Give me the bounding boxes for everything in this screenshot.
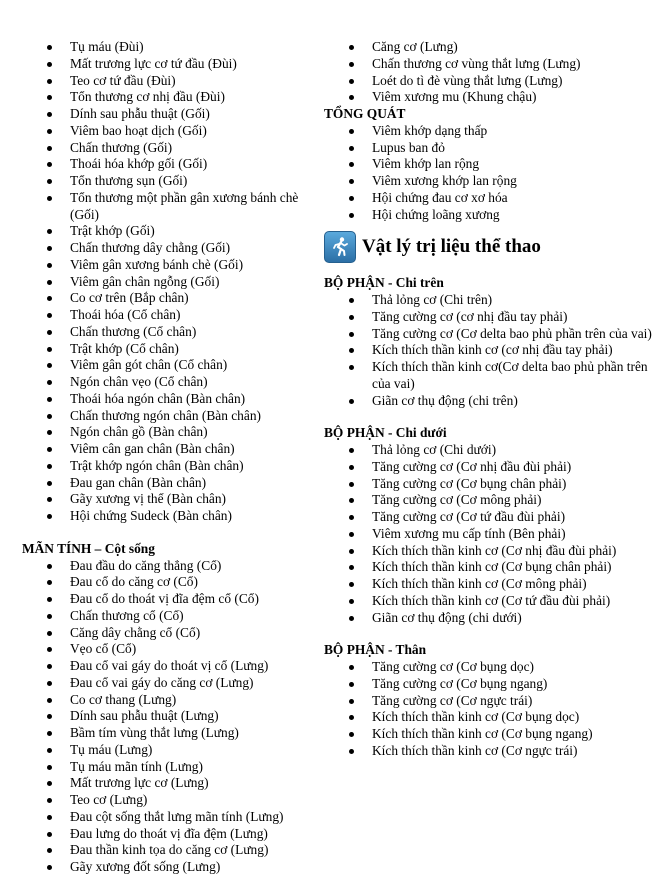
list-item: Kích thích thần kinh cơ (Cơ tứ đầu đùi phải): [324, 593, 654, 610]
list-item: Ngón chân gồ (Bàn chân): [22, 424, 322, 441]
list-item: Trật khớp (Gối): [22, 223, 322, 240]
list-item: Viêm cân gan chân (Bàn chân): [22, 441, 322, 458]
list-item: Căng dây chằng cổ (Cổ): [22, 625, 322, 642]
trunk-list: [324, 659, 654, 760]
upper-limb-heading: BỘ PHẬN - Chi trên: [324, 275, 444, 291]
general-list: [324, 123, 654, 224]
list-item: Tổn thương một phần gân xương bánh chè (Gối): [22, 190, 322, 224]
runner-icon: [324, 231, 356, 263]
list-item: Đau lưng do thoát vị đĩa đệm (Lưng): [22, 826, 322, 843]
list-item: Kích thích thần kinh cơ (Cơ bụng dọc): [324, 709, 654, 726]
list-item: Kích thích thần kinh cơ (Cơ ngực trái): [324, 743, 654, 760]
list-item: Thoái hóa ngón chân (Bàn chân): [22, 391, 322, 408]
list-item: Dính sau phẫu thuật (Lưng): [22, 708, 322, 725]
list-item: Teo cơ tứ đầu (Đùi): [22, 73, 322, 90]
trunk-heading: BỘ PHẬN - Thân: [324, 642, 427, 658]
thigh-knee-ankle-foot-list: [22, 39, 322, 525]
list-item: Đau thần kinh tọa do căng cơ (Lưng): [22, 842, 322, 859]
list-item: Tăng cường cơ (Cơ delta bao phủ phần trên của vai): [324, 326, 654, 343]
list-item: Tổn thương cơ nhị đầu (Đùi): [22, 89, 322, 106]
lower-limb-heading: BỘ PHẬN - Chi dưới: [324, 425, 447, 441]
list-item: Viêm bao hoạt dịch (Gối): [22, 123, 322, 140]
list-item: Hội chứng loãng xương: [324, 207, 654, 224]
sports-title-text: Vật lý trị liệu thể thao: [362, 236, 541, 258]
sports-physiotherapy-title: [324, 231, 654, 263]
list-item: Kích thích thần kinh cơ (Cơ mông phải): [324, 576, 654, 593]
list-item: Kích thích thần kinh cơ (Cơ bụng chân phải): [324, 559, 654, 576]
list-item: Kích thích thần kinh cơ (cơ nhị đầu tay phải): [324, 342, 654, 359]
list-item: Mất trương lực cơ tứ đầu (Đùi): [22, 56, 322, 73]
list-item: Viêm khớp dạng thấp: [324, 123, 654, 140]
list-item: Gãy xương đốt sống (Lưng): [22, 859, 322, 876]
list-item: Kích thích thần kinh cơ (Cơ bụng ngang): [324, 726, 654, 743]
list-item: Chấn thương cổ (Cổ): [22, 608, 322, 625]
spine-list: [22, 558, 322, 876]
list-item: Teo cơ (Lưng): [22, 792, 322, 809]
list-item: Viêm gân gót chân (Cổ chân): [22, 357, 322, 374]
left-column: [22, 39, 322, 876]
list-item: Loét do tì đè vùng thắt lưng (Lưng): [324, 73, 654, 90]
list-item: Kích thích thần kinh cơ (Cơ nhị đầu đùi phải): [324, 543, 654, 560]
list-item: Tăng cường cơ (Cơ mông phải): [324, 492, 654, 509]
list-item: Bầm tím vùng thắt lưng (Lưng): [22, 725, 322, 742]
list-item: Chấn thương (Cổ chân): [22, 324, 322, 341]
list-item: Đau đầu do căng thẳng (Cổ): [22, 558, 322, 575]
list-item: Thoái hóa khớp gối (Gối): [22, 156, 322, 173]
list-item: Đau cột sống thắt lưng mãn tính (Lưng): [22, 809, 322, 826]
list-item: Chấn thương dây chằng (Gối): [22, 240, 322, 257]
list-item: Dính sau phẫu thuật (Gối): [22, 106, 322, 123]
list-item: Tổn thương sụn (Gối): [22, 173, 322, 190]
list-item: Tụ máu mãn tính (Lưng): [22, 759, 322, 776]
list-item: Gãy xương vị thể (Bàn chân): [22, 491, 322, 508]
list-item: Hội chứng Sudeck (Bàn chân): [22, 508, 322, 525]
list-item: Thả lỏng cơ (Chi dưới): [324, 442, 654, 459]
list-item: Tăng cường cơ (Cơ tứ đầu đùi phải): [324, 509, 654, 526]
list-item: Đau cổ vai gáy do căng cơ (Lưng): [22, 675, 322, 692]
list-item: Trật khớp ngón chân (Bàn chân): [22, 458, 322, 475]
list-item: Đau gan chân (Bàn chân): [22, 475, 322, 492]
list-item: Chấn thương cơ vùng thắt lưng (Lưng): [324, 56, 654, 73]
list-item: Viêm gân xương bánh chè (Gối): [22, 257, 322, 274]
list-item: Đau cổ do căng cơ (Cổ): [22, 574, 322, 591]
list-item: Viêm gân chân ngỗng (Gối): [22, 274, 322, 291]
list-item: Căng cơ (Lưng): [324, 39, 654, 56]
list-item: Chấn thương ngón chân (Bàn chân): [22, 408, 322, 425]
list-item: Tăng cường cơ (Cơ nhị đầu đùi phải): [324, 459, 654, 476]
list-item: Chấn thương (Gối): [22, 140, 322, 157]
list-item: Mất trương lực cơ (Lưng): [22, 775, 322, 792]
list-item: Thả lỏng cơ (Chi trên): [324, 292, 654, 309]
list-item: Đau cổ do thoát vị đĩa đệm cổ (Cổ): [22, 591, 322, 608]
list-item: Co cơ trên (Bắp chân): [22, 290, 322, 307]
list-item: Co cơ thang (Lưng): [22, 692, 322, 709]
list-item: Kích thích thần kinh cơ(Cơ delta bao phủ phần trên của vai): [324, 359, 654, 393]
back-pelvis-list: [324, 39, 654, 106]
list-item: Tụ máu (Đùi): [22, 39, 322, 56]
list-item: Giãn cơ thụ động (chi dưới): [324, 610, 654, 627]
upper-limb-list: [324, 292, 654, 409]
list-item: Hội chứng đau cơ xơ hóa: [324, 190, 654, 207]
list-item: Lupus ban đỏ: [324, 140, 654, 157]
right-column: [324, 39, 654, 760]
list-item: Vẹo cổ (Cổ): [22, 641, 322, 658]
list-item: Tụ máu (Lưng): [22, 742, 322, 759]
list-item: Viêm khớp lan rộng: [324, 156, 654, 173]
list-item: Tăng cường cơ (Cơ ngực trái): [324, 693, 654, 710]
chronic-spine-heading: MÃN TÍNH – Cột sống: [22, 540, 155, 556]
list-item: Giãn cơ thụ động (chi trên): [324, 393, 654, 410]
list-item: Viêm xương mu (Khung chậu): [324, 89, 654, 106]
list-item: Viêm xương khớp lan rộng: [324, 173, 654, 190]
list-item: Tăng cường cơ (Cơ bụng ngang): [324, 676, 654, 693]
list-item: Tăng cường cơ (Cơ bụng dọc): [324, 659, 654, 676]
list-item: Thoái hóa (Cổ chân): [22, 307, 322, 324]
list-item: Đau cổ vai gáy do thoát vị cổ (Lưng): [22, 658, 322, 675]
list-item: Tăng cường cơ (cơ nhị đầu tay phải): [324, 309, 654, 326]
lower-limb-list: [324, 442, 654, 626]
list-item: Viêm xương mu cấp tính (Bên phải): [324, 526, 654, 543]
general-heading: TỔNG QUÁT: [324, 106, 406, 121]
list-item: Trật khớp (Cổ chân): [22, 341, 322, 358]
list-item: Ngón chân vẹo (Cổ chân): [22, 374, 322, 391]
list-item: Tăng cường cơ (Cơ bụng chân phải): [324, 476, 654, 493]
